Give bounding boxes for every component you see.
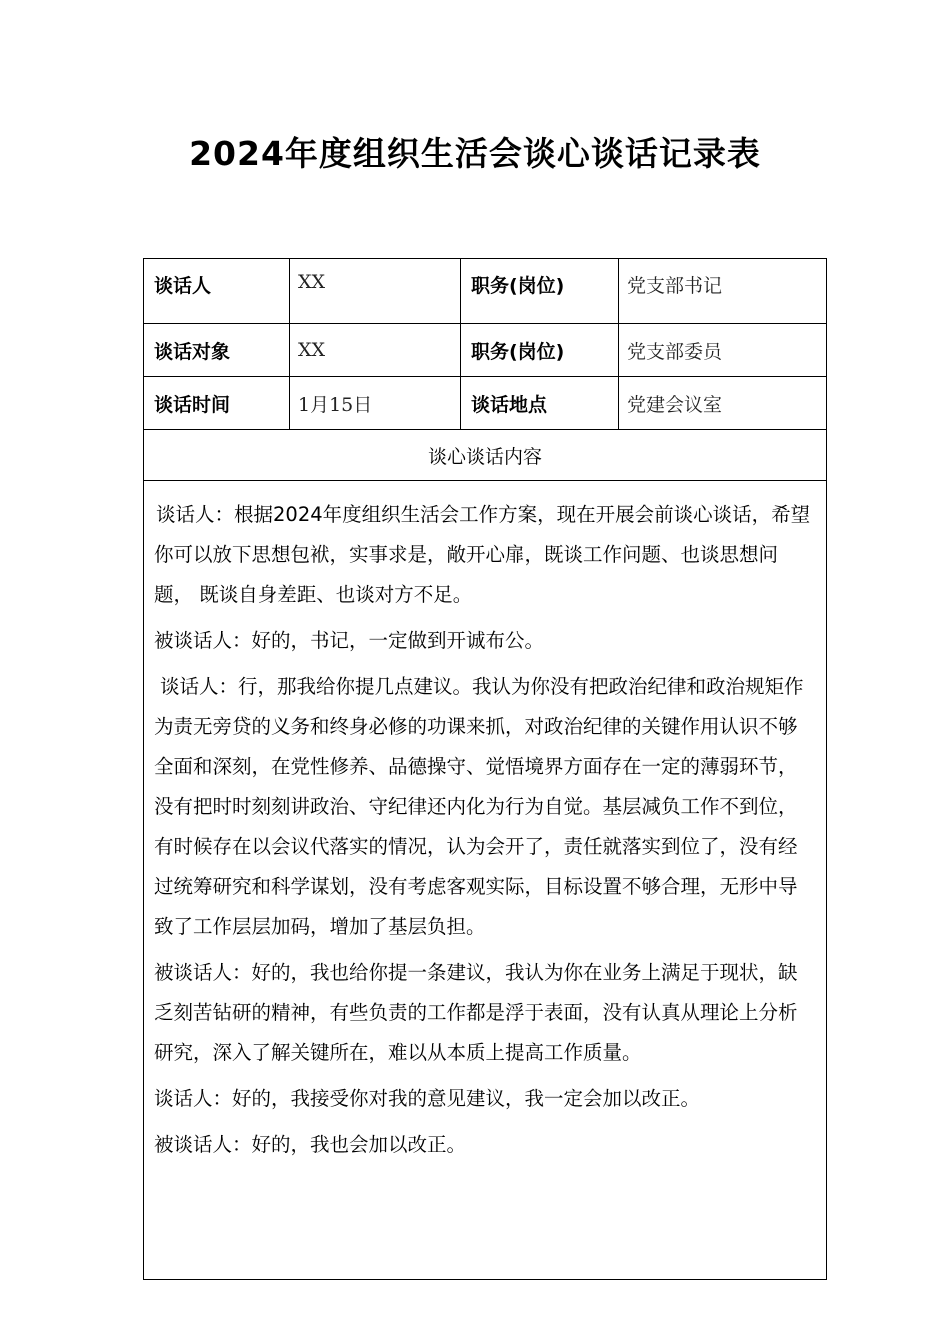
table-row: [144, 430, 827, 481]
paragraph-6: 被谈话人：好的，我也会加以改正。: [154, 1133, 467, 1156]
listener-position-label: 职务(岗位): [461, 324, 619, 377]
record-table: [143, 258, 827, 1280]
paragraph-4: 被谈话人：好的，我也给你提一条建议，我认为你在业务上满足于现状，缺乏刻苦钻研的精神，有些负责的工作都是浮于表面，没有认真从理论上分析研究，深入了解关键所在，难以从本质上提高工作质量。: [154, 961, 798, 1064]
content-header: 谈心谈话内容: [144, 430, 827, 481]
speaker-value: XX: [290, 259, 461, 324]
document-title: 2024年度组织生活会谈心谈话记录表: [189, 134, 761, 173]
time-value: 1月15日: [290, 377, 461, 430]
listener-position-value: 党支部委员: [619, 324, 827, 377]
paragraph-5: 谈话人：好的，我接受你对我的意见建议，我一定会加以改正。: [154, 1087, 701, 1110]
location-value: 党建会议室: [619, 377, 827, 430]
paragraph-2: 被谈话人：好的，书记，一定做到开诚布公。: [154, 629, 545, 652]
content-body: [144, 481, 827, 1280]
listener-value: XX: [290, 324, 461, 377]
time-label: 谈话时间: [144, 377, 290, 430]
paragraph-3: 谈话人：行，那我给你提几点建议。我认为你没有把政治纪律和政治规矩作为责无旁贷的义务和终身必修的功课来抓，对政治纪律的关键作用认识不够全面和深刻，在党性修养、品德操守、觉悟境界方面存在一定的薄弱环节，没有把时时刻刻讲政治、守纪律还内化为行为自觉。基层减负工作不到位，有时候存在以会议代落实的情况，认为会开了，责任就落实到位了，没有经过统筹研究和科学谋划，没有考虑客观实际，目标设置不够合理，无形中导致了工作层层加码，增加了基层负担。: [154, 675, 804, 938]
table-row: [144, 259, 827, 324]
speaker-position-value: 党支部书记: [619, 259, 827, 324]
paragraph-1: 谈话人：根据2024年度组织生活会工作方案，现在开展会前谈心谈话，希望你可以放下思想包袱，实事求是，敞开心扉，既谈工作问题、也谈思想问题， 既谈自身差距、也谈对方不足。: [154, 503, 811, 606]
table-row: [144, 324, 827, 377]
speaker-label: 谈话人: [144, 259, 290, 324]
listener-label: 谈话对象: [144, 324, 290, 377]
table-row: [144, 481, 827, 1280]
location-label: 谈话地点: [461, 377, 619, 430]
table-row: [144, 377, 827, 430]
speaker-position-label: 职务(岗位): [461, 259, 619, 324]
